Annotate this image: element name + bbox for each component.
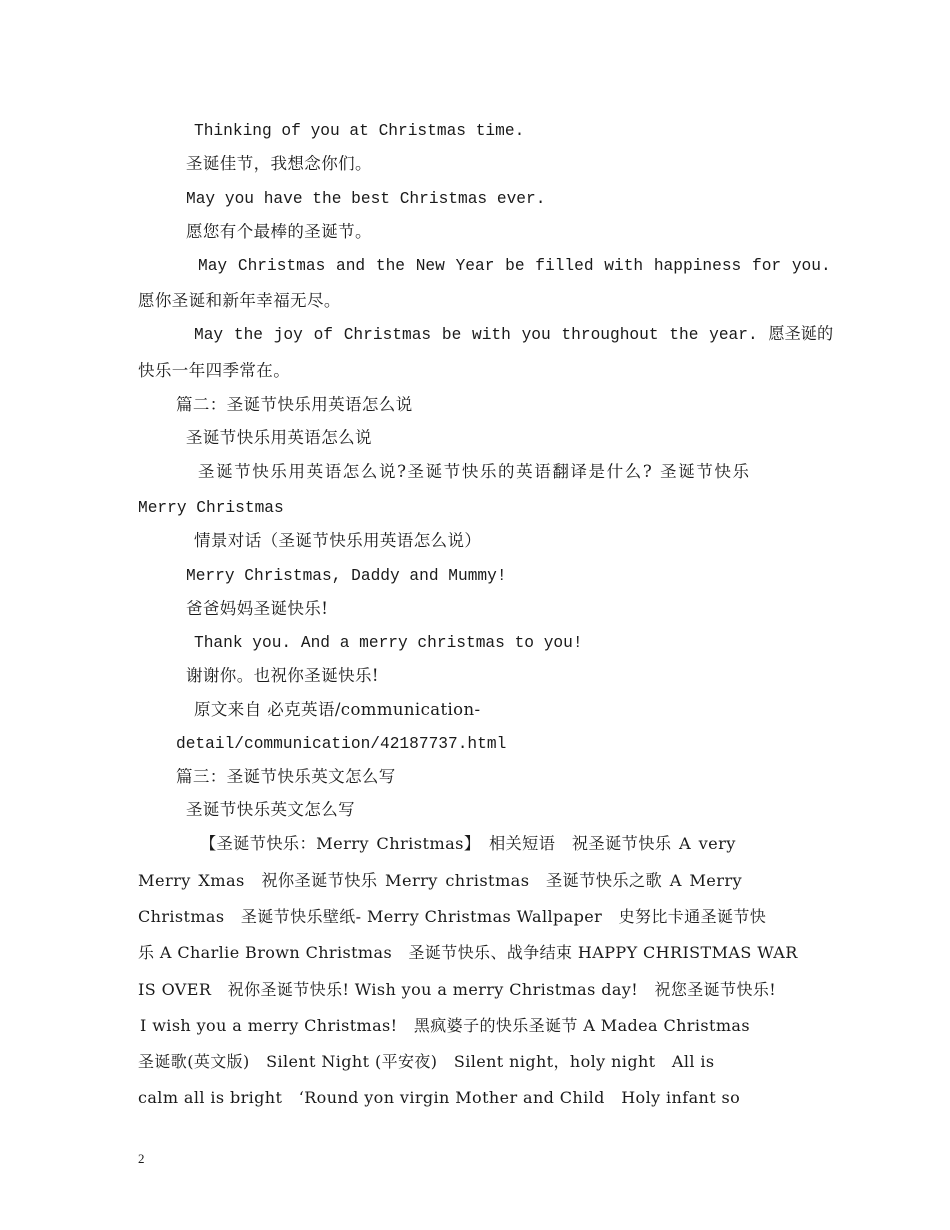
section-heading: 篇三：圣诞节快乐英文怎么写 <box>176 767 396 786</box>
text-line: 快乐一年四季常在。 <box>138 361 291 380</box>
text-line: May you have the best Christmas ever. <box>186 190 546 208</box>
text-line: Merry Xmas 祝你圣诞节快乐 Merry christmas 圣诞节快乐之歌 A Merry <box>138 871 743 890</box>
text-line: 【圣诞节快乐：Merry Christmas】 相关短语 祝圣诞节快乐 A very <box>200 834 736 853</box>
text-line: 圣诞节快乐用英语怎么说?圣诞节快乐的英语翻译是什么? 圣诞节快乐 <box>198 462 751 481</box>
section-heading: 篇二：圣诞节快乐用英语怎么说 <box>176 395 413 414</box>
text-line: 乐 A Charlie Brown Christmas 圣诞节快乐、战争结束 HAPPY CHRISTMAS WAR <box>138 943 798 962</box>
text-line: Christmas 圣诞节快乐壁纸- Merry Christmas Wallpaper 史努比卡通圣诞节快 <box>138 907 767 926</box>
text-line: Thank you. And a merry christmas to you! <box>194 634 583 652</box>
text-line: Merry Christmas, Daddy and Mummy! <box>186 567 507 585</box>
text-line: I wish you a merry Christmas! 黑疯婆子的快乐圣诞节 A Madea Christmas <box>140 1016 750 1035</box>
text-line: 愿您有个最棒的圣诞节。 <box>186 222 372 241</box>
text-line: IS OVER 祝你圣诞节快乐! Wish you a merry Christmas day! 祝您圣诞节快乐! <box>138 980 777 999</box>
text-line: May Christmas and the New Year be filled with happiness for you. <box>198 257 831 275</box>
text-line: 谢谢你。也祝你圣诞快乐! <box>186 666 379 685</box>
text-line: 爸爸妈妈圣诞快乐! <box>186 599 329 618</box>
text-line: 圣诞节快乐英文怎么写 <box>186 800 355 819</box>
text-line: 原文来自 必克英语/communication- <box>194 700 481 719</box>
text-line: detail/communication/42187737.html <box>176 735 507 753</box>
text-line: 圣诞歌(英文版) Silent Night (平安夜) Silent night，holy night All is <box>138 1052 715 1071</box>
text-line: Merry Christmas <box>138 499 284 517</box>
text-line: 愿你圣诞和新年幸福无尽。 <box>138 291 341 310</box>
text-line: 圣诞节快乐用英语怎么说 <box>186 428 372 447</box>
text-line: 情景对话（圣诞节快乐用英语怎么说） <box>194 531 482 550</box>
text-line: Thinking of you at Christmas time. <box>194 122 525 140</box>
text-line: May the joy of Christmas be with you throughout the year. 愿圣诞的 <box>194 326 834 344</box>
page-number: 2 <box>138 1151 145 1166</box>
text-line: calm all is bright ‘Round yon virgin Mother and Child Holy infant so <box>138 1088 741 1107</box>
text-line: 圣诞佳节，我想念你们。 <box>186 154 372 173</box>
